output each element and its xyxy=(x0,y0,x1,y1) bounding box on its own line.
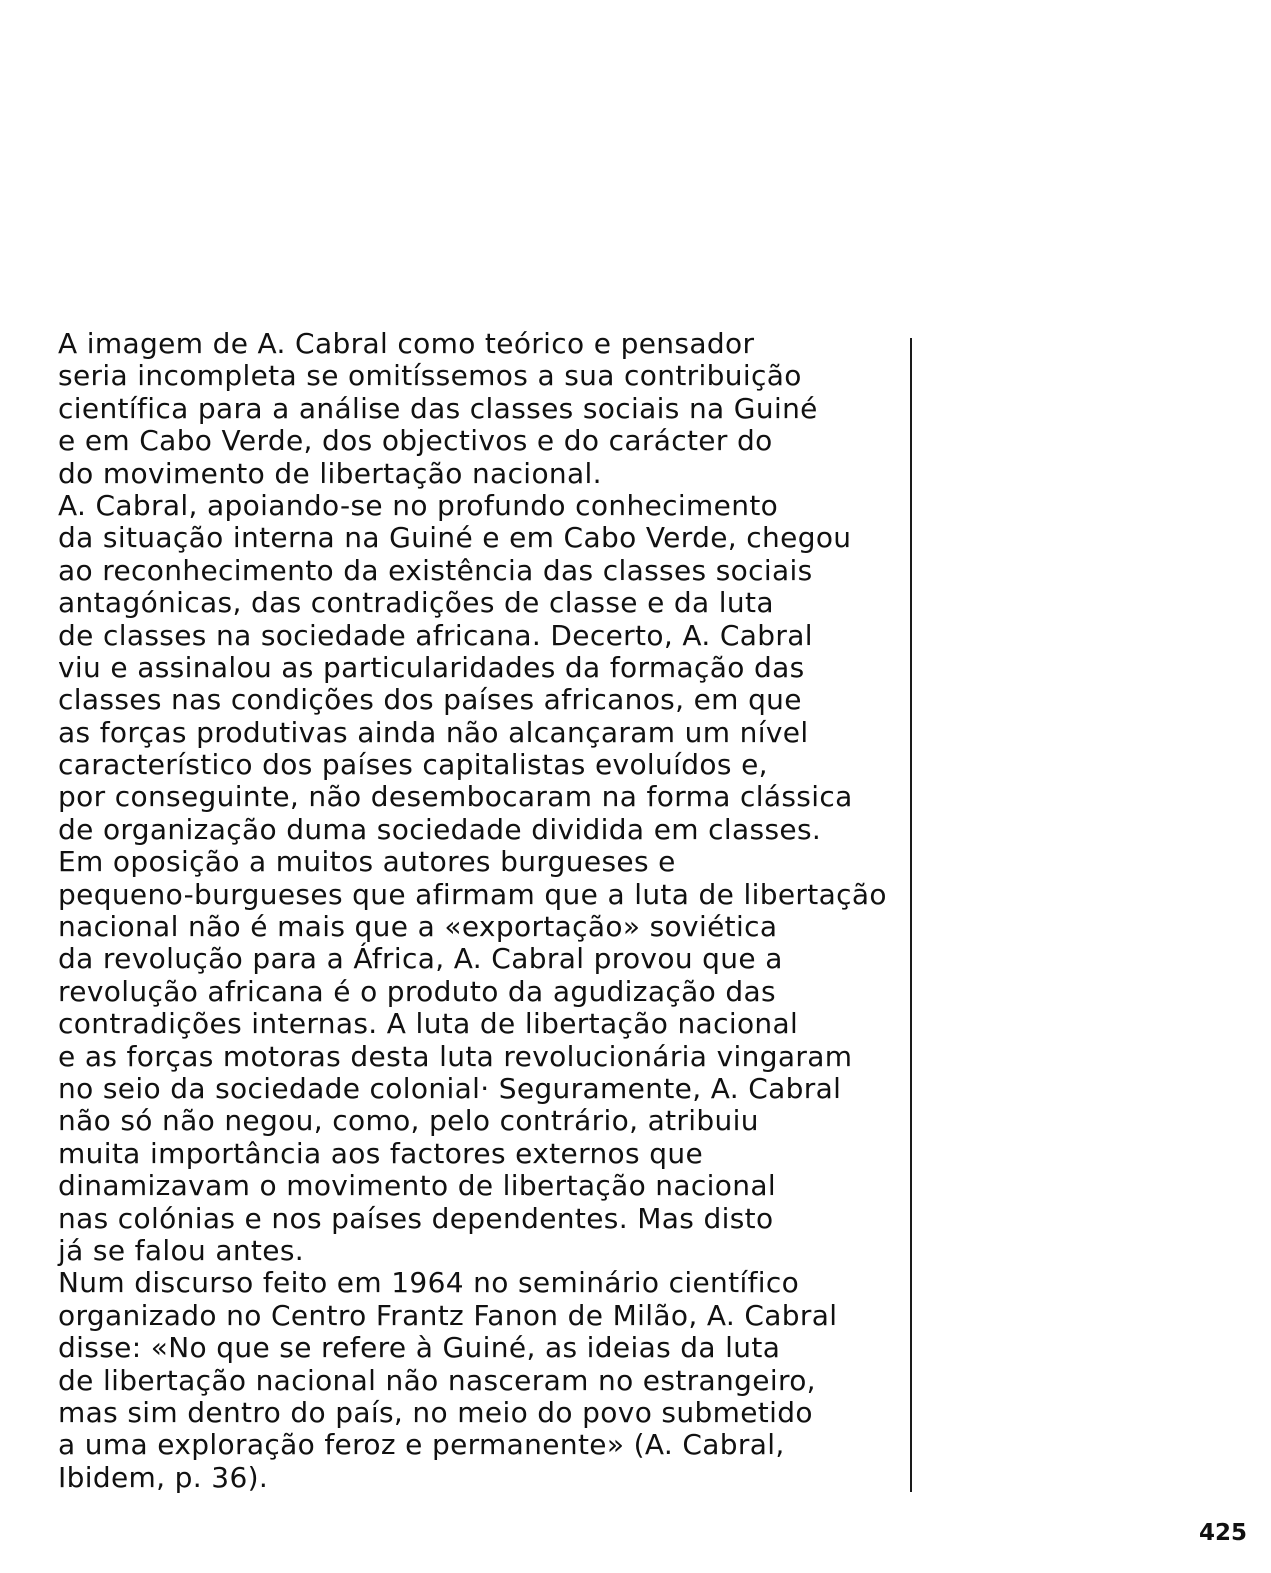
text-line: de classes na sociedade africana. Decerto, A. Cabral xyxy=(58,618,813,652)
text-line: não só não negou, como, pelo contrário, atribuiu xyxy=(58,1104,759,1138)
text-line: revolução africana é o produto da agudização das xyxy=(58,974,776,1008)
text-line: mas sim dentro do país, no meio do povo submetido xyxy=(58,1395,813,1429)
text-line: a uma exploração feroz e permanente» (A. Cabral, xyxy=(58,1428,785,1462)
text-line: organizado no Centro Frantz Fanon de Milão, A. Cabral xyxy=(58,1298,838,1332)
text-line: disse: «No que se refere à Guiné, as ideias da luta xyxy=(58,1331,781,1365)
text-line: Ibidem, p. 36). xyxy=(58,1460,269,1494)
text-line: e as forças motoras desta luta revolucionária vingaram xyxy=(58,1039,853,1073)
text-line: A imagem de A. Cabral como teórico e pensador xyxy=(58,327,755,360)
text-line: ao reconhecimento da existência das classes sociais xyxy=(58,553,813,587)
text-line: já se falou antes. xyxy=(58,1233,305,1267)
text-line: dinamizavam o movimento de libertação nacional xyxy=(58,1169,776,1203)
text-line: Em oposição a muitos autores burgueses e xyxy=(58,845,676,879)
text-line: por conseguinte, não desembocaram na forma clássica xyxy=(58,780,853,814)
page-number: 425 xyxy=(1199,1520,1248,1546)
text-line: muita importância aos factores externos que xyxy=(58,1136,704,1170)
text-line: seria incompleta se omitíssemos a sua contribuição xyxy=(58,359,802,393)
body-text xyxy=(58,328,903,1494)
text-line: e em Cabo Verde, dos objectivos e do carácter do xyxy=(58,424,773,458)
text-line: nas colónias e nos países dependentes. Mas disto xyxy=(58,1201,774,1235)
text-line: da revolução para a África, A. Cabral provou que a xyxy=(58,942,783,976)
text-line: contradições internas. A luta de libertação nacional xyxy=(58,1007,799,1041)
text-line: as forças produtivas ainda não alcançaram um nível xyxy=(58,715,809,749)
margin-rule xyxy=(910,338,912,1492)
text-line: no seio da sociedade colonial· Seguramente, A. Cabral xyxy=(58,1071,842,1105)
text-line: A. Cabral, apoiando-se no profundo conhecimento xyxy=(58,488,779,522)
text-line: do movimento de libertação nacional. xyxy=(58,456,602,490)
text-line: classes nas condições dos países africanos, em que xyxy=(58,683,802,717)
text-line: característico dos países capitalistas evoluídos e, xyxy=(58,748,768,782)
text-line: da situação interna na Guiné e em Cabo Verde, chegou xyxy=(58,521,852,555)
text-line: Num discurso feito em 1964 no seminário científico xyxy=(58,1266,800,1300)
text-line: de organização duma sociedade dividida em classes. xyxy=(58,812,822,846)
text-line: científica para a análise das classes sociais na Guiné xyxy=(58,391,818,425)
text-line: nacional não é mais que a «exportação» soviética xyxy=(58,910,778,944)
text-line: de libertação nacional não nasceram no estrangeiro, xyxy=(58,1363,816,1397)
text-line: antagónicas, das contradições de classe e da luta xyxy=(58,586,774,620)
text-line: pequeno-burgueses que afirmam que a luta de libertação xyxy=(58,877,887,911)
text-line: viu e assinalou as particularidades da formação das xyxy=(58,650,805,684)
